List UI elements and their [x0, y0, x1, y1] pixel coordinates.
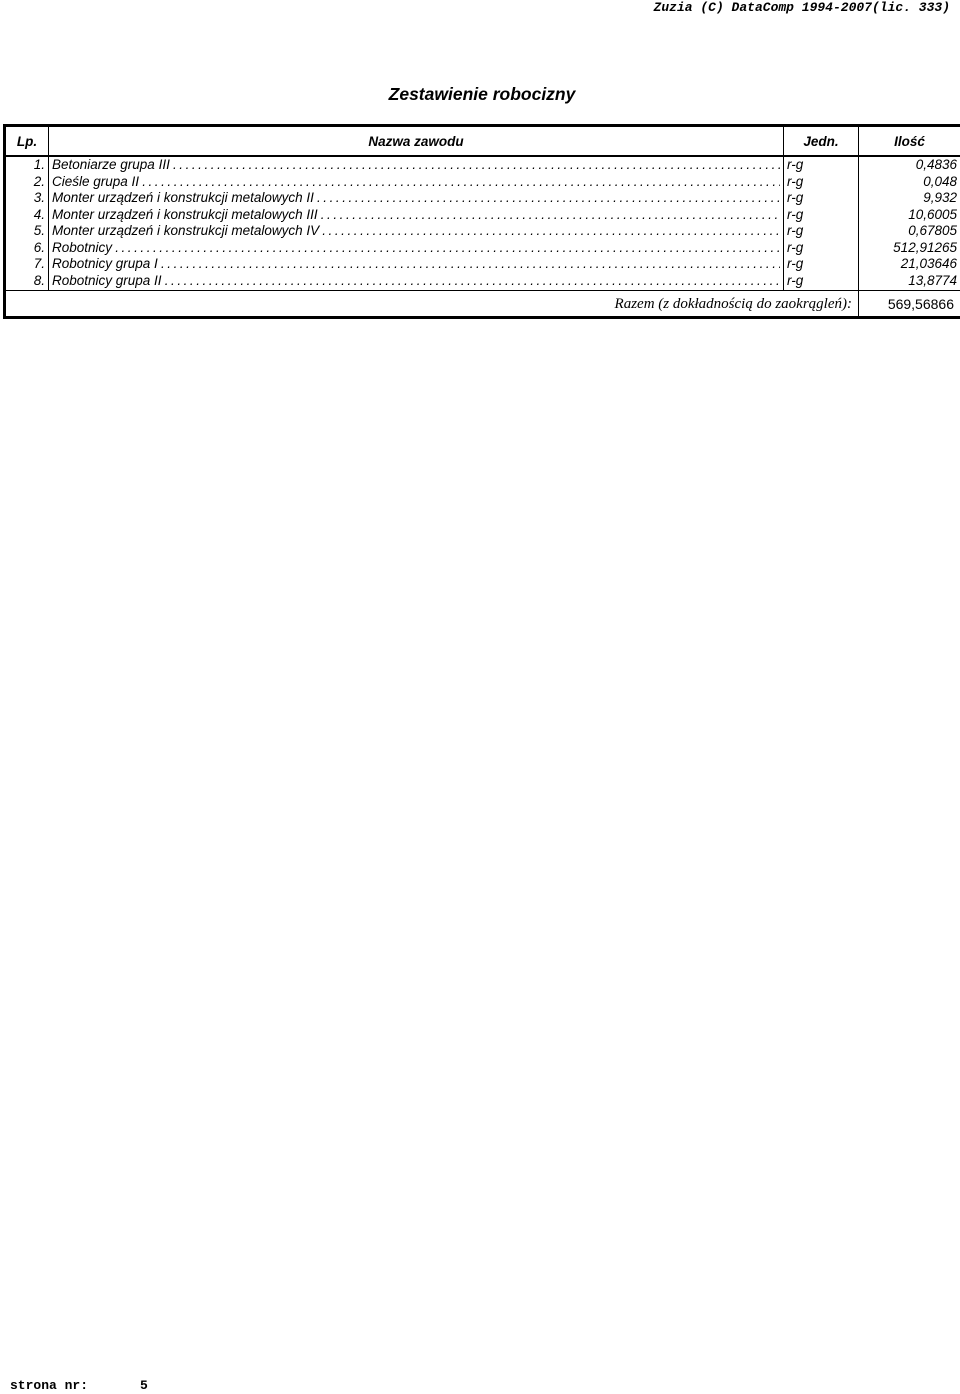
page-number-label: strona nr: [10, 1378, 89, 1393]
row-qty: 0,67805 [908, 223, 957, 239]
row-lp: 6. [5, 240, 49, 257]
table-row [5, 207, 960, 224]
row-lp: 2. [5, 174, 49, 191]
row-unit: r-g [784, 190, 859, 207]
row-unit: r-g [784, 223, 859, 240]
labor-summary-table [3, 124, 960, 319]
row-lp: 5. [5, 223, 49, 240]
header-lp: Lp. [5, 126, 49, 157]
page-number: 5 [140, 1378, 148, 1393]
row-name: Robotnicy grupa II . . . [49, 273, 784, 291]
document-title: Zestawienie robocizny [388, 84, 576, 104]
row-qty: 21,03646 [900, 256, 957, 272]
row-name: Betoniarze grupa III . . . [49, 156, 784, 174]
row-qty: 512,91265 [893, 239, 957, 255]
row-lp: 8. [5, 273, 49, 291]
table-row [5, 190, 960, 207]
row-lp: 3. [5, 190, 49, 207]
row-lp: 4. [5, 207, 49, 224]
software-info: Zuzia (C) DataComp 1994-2007(lic. 333) [653, 0, 950, 15]
header-unit: Jedn. [784, 126, 859, 157]
row-name: Monter urządzeń i konstrukcji metalowych III . . . [49, 207, 784, 224]
row-unit: r-g [784, 256, 859, 273]
row-unit: r-g [784, 240, 859, 257]
table-row [5, 256, 960, 273]
row-name: Monter urządzeń i konstrukcji metalowych II . . . [49, 190, 784, 207]
table-row [5, 240, 960, 257]
row-lp: 1. [5, 156, 49, 174]
table-row [5, 273, 960, 291]
row-lp: 7. [5, 256, 49, 273]
row-qty: 13,8774 [908, 272, 957, 288]
table-header-row [5, 126, 960, 157]
row-name: Robotnicy grupa I . . . [49, 256, 784, 273]
row-unit: r-g [784, 174, 859, 191]
row-name: Cieśle grupa II . . . [49, 174, 784, 191]
row-qty: 0,048 [923, 173, 957, 189]
total-row [5, 291, 960, 318]
row-qty: 0,4836 [915, 157, 957, 173]
table-row [5, 223, 960, 240]
row-unit: r-g [784, 156, 859, 174]
row-qty: 10,6005 [908, 206, 957, 222]
row-unit: r-g [784, 207, 859, 224]
header-name: Nazwa zawodu [49, 126, 784, 157]
row-name: Monter urządzeń i konstrukcji metalowych IV . . . [49, 223, 784, 240]
page-footer [10, 1378, 148, 1393]
row-name: Robotnicy . . . [49, 240, 784, 257]
header-qty: Ilość [859, 126, 960, 157]
row-qty: 9,932 [923, 190, 957, 206]
total-value: 569,56866 [859, 291, 960, 318]
table-row [5, 174, 960, 191]
total-label: Razem (z dokładnością do zaokrągleń): [5, 291, 859, 318]
row-unit: r-g [784, 273, 859, 291]
table-row [5, 156, 960, 174]
